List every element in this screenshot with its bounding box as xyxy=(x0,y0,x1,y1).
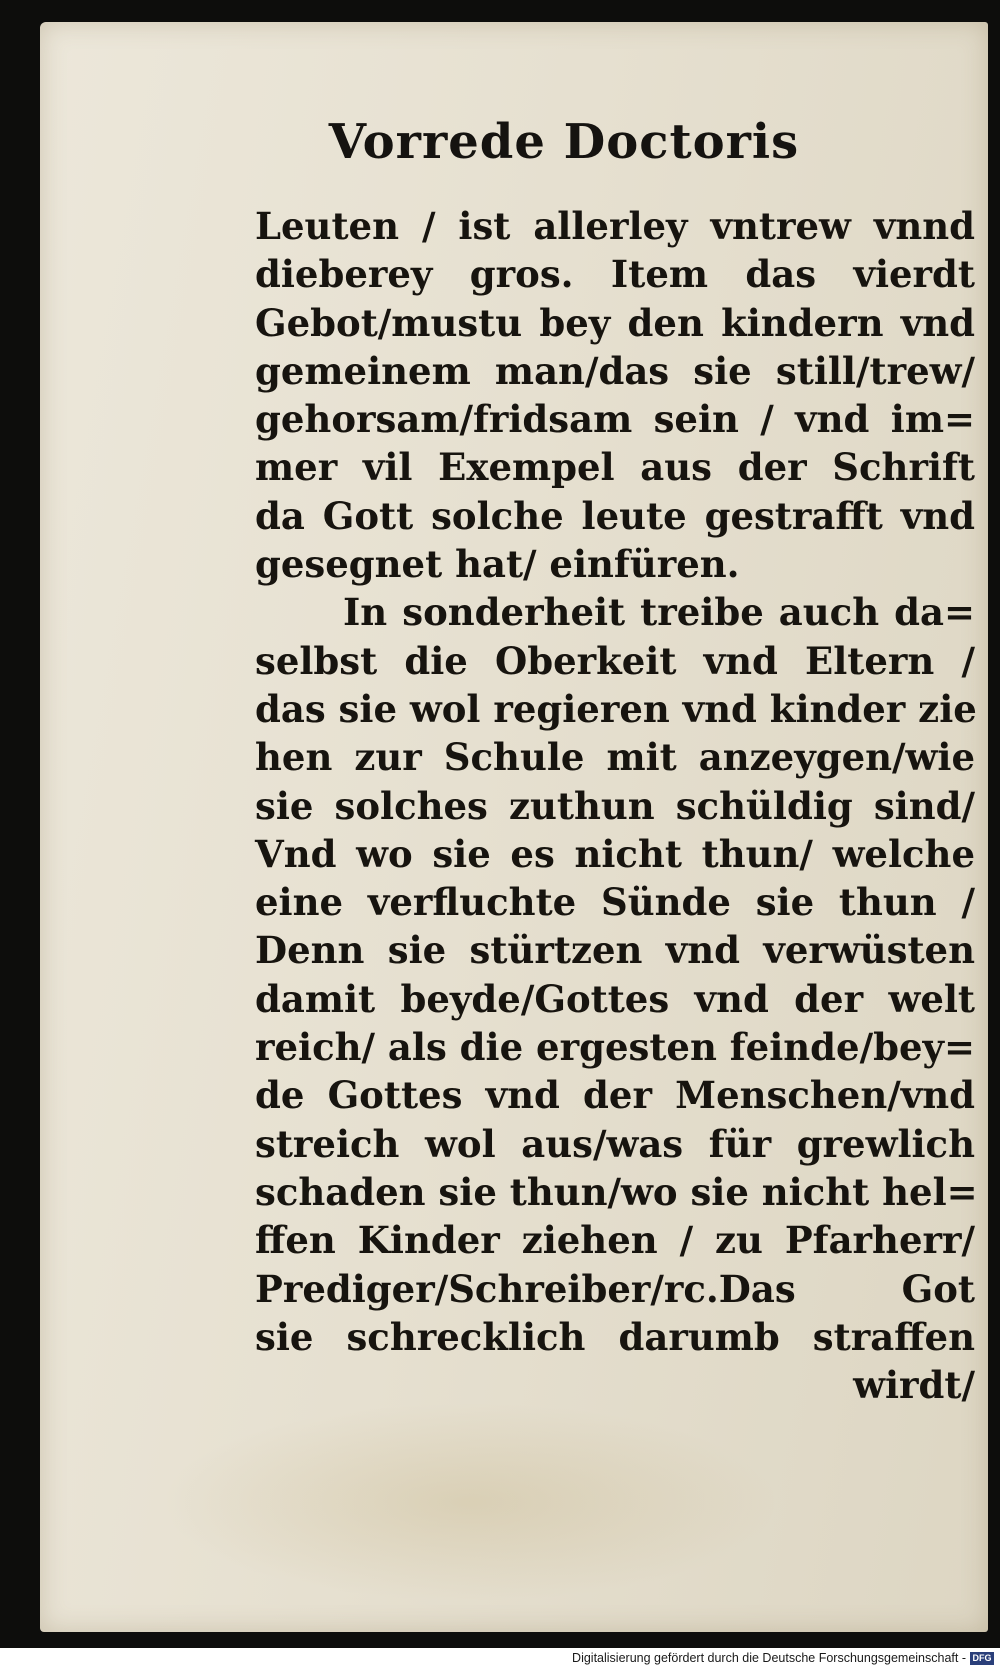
text-line: damit beyde/Gottes vnd der welt xyxy=(255,976,975,1021)
text-line: Prediger/Schreiber/rc.Das Got xyxy=(255,1266,975,1311)
text-line: hen zur Schule mit anzeygen/wie xyxy=(255,735,975,780)
text-line: Vnd wo sie es nicht thun/ welche xyxy=(255,831,975,876)
text-line: mer vil Exempel aus der Schrift xyxy=(255,445,975,490)
running-head: Vorrede Doctoris xyxy=(328,114,800,170)
text-line: streich wol aus/was für grewlich xyxy=(255,1121,975,1166)
text-line: Denn sie stürtzen vnd verwüsten xyxy=(255,928,975,973)
text-line: eine verfluchte Sünde sie thun / xyxy=(255,880,975,925)
text-line: gesegnet hat/ einfüren. xyxy=(255,542,740,587)
body-text xyxy=(255,202,978,1409)
text-line: gehorsam/fridsam sein / vnd im= xyxy=(255,397,975,442)
text-line: Leuten / ist allerley vntrew vnnd xyxy=(255,204,975,248)
text-line: dieberey gros. Item das vierdt xyxy=(255,252,975,297)
catchword: wirdt/ xyxy=(853,1363,975,1408)
funding-credit: Digitalisierung gefördert durch die Deutsche Forschungsgemeinschaft - xyxy=(572,1651,966,1665)
text-line: gemeinem man/das sie still/trew/ xyxy=(255,348,975,393)
text-line: ffen Kinder ziehen / zu Pfarherr/ xyxy=(255,1218,975,1263)
text-line: da Gott solche leute gestrafft vnd xyxy=(255,493,975,538)
book-page xyxy=(40,22,988,1632)
text-line: Gebot/mustu bey den kindern vnd xyxy=(255,300,975,345)
text-line: das sie wol regieren vnd kinder zie xyxy=(255,686,977,731)
text-line: selbst die Oberkeit vnd Eltern / xyxy=(255,638,975,683)
paragraph-start-line: In sonderheit treibe auch da= xyxy=(343,590,975,635)
text-line: reich/ als die ergesten feinde/bey= xyxy=(255,1025,975,1070)
text-line: sie schrecklich darumb straffen xyxy=(255,1314,975,1359)
text-line: sie solches zuthun schüldig sind/ xyxy=(255,783,975,828)
text-line: schaden sie thun/wo sie nicht hel= xyxy=(255,1169,978,1214)
text-line: de Gottes vnd der Menschen/vnd xyxy=(255,1073,975,1118)
footer-bar xyxy=(0,1648,1000,1670)
dfg-logo: DFG xyxy=(970,1652,994,1665)
